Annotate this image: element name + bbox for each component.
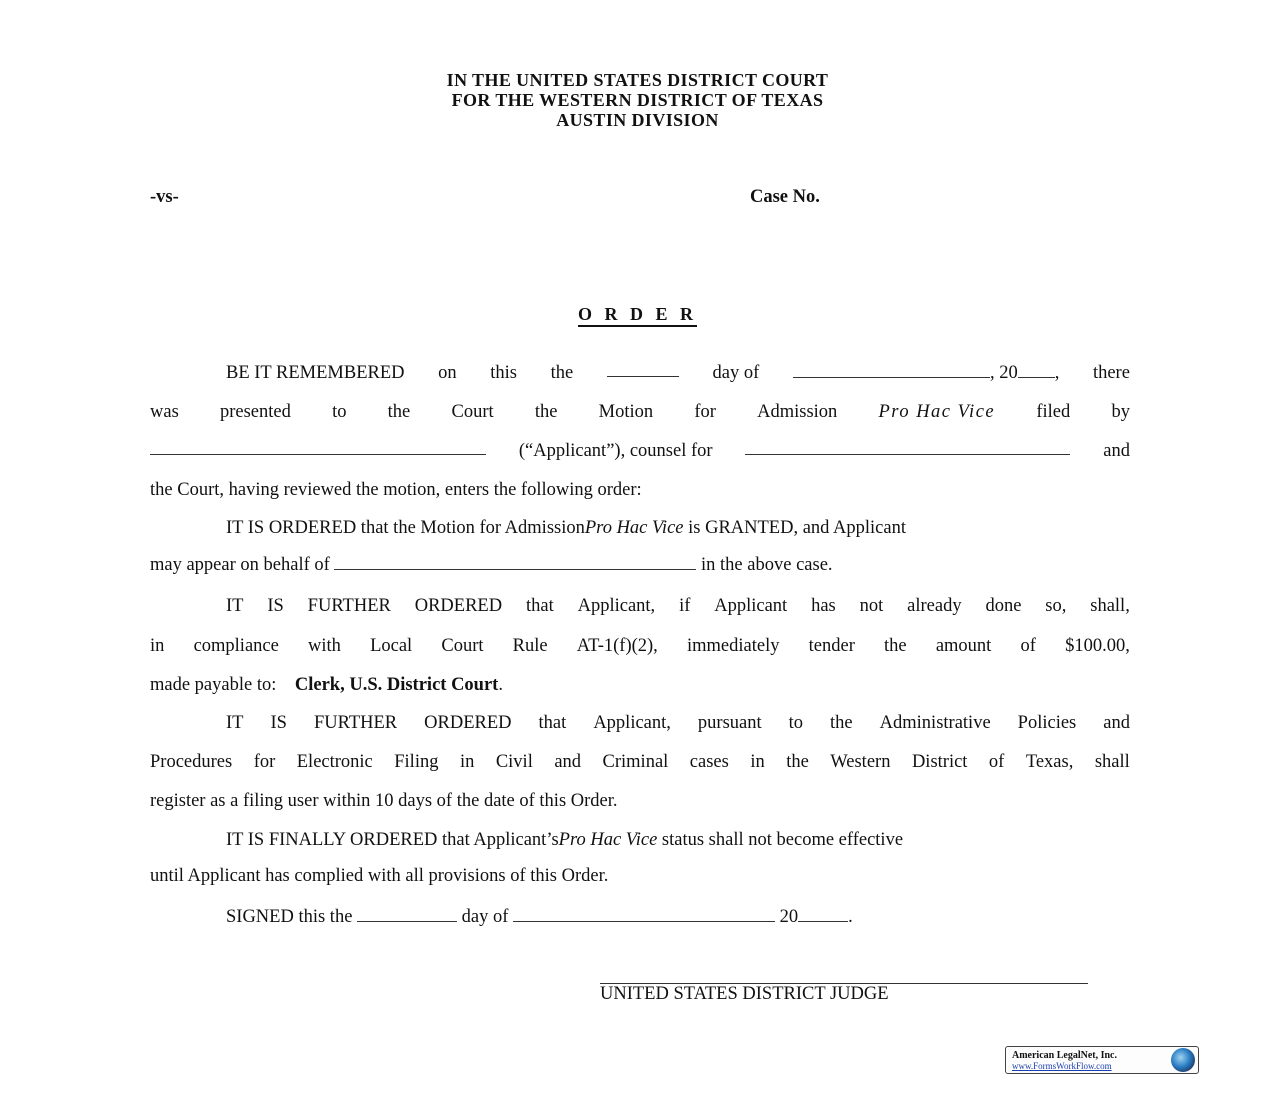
text: IT IS FINALLY ORDERED that Applicant’s — [226, 830, 559, 850]
order-title — [0, 304, 1275, 325]
versus-label: -vs- — [150, 187, 179, 207]
month-year-group — [793, 361, 1059, 385]
month-blank[interactable] — [793, 362, 990, 378]
case-number-label: Case No. — [750, 187, 820, 207]
text: done — [985, 596, 1022, 616]
text: already — [907, 596, 962, 616]
text: this — [490, 363, 518, 383]
text: for — [253, 752, 276, 772]
text: Administrative — [879, 713, 991, 733]
text: Applicant — [714, 596, 788, 616]
signed-year-blank[interactable] — [798, 906, 848, 922]
text: in — [150, 636, 165, 656]
text: Rule — [512, 636, 548, 656]
text: Procedures — [150, 752, 233, 772]
text: compliance — [193, 636, 279, 656]
text: Electronic — [296, 752, 373, 772]
court-division: AUSTIN DIVISION — [556, 110, 719, 130]
para1-line4: the Court, having reviewed the motion, enters the following order: — [150, 480, 642, 500]
text: by — [1111, 402, 1130, 422]
text: the — [550, 363, 574, 383]
text: in — [459, 752, 475, 772]
para5-line1 — [150, 828, 1130, 852]
para1-line1 — [150, 361, 1130, 385]
text: the — [830, 713, 853, 733]
text: Filing — [394, 752, 439, 772]
text: and — [1103, 713, 1130, 733]
text: FURTHER — [313, 713, 398, 733]
signed-line — [150, 905, 1130, 929]
text: for — [694, 402, 716, 422]
text: in — [750, 752, 765, 772]
text: and — [1103, 441, 1130, 461]
text: 20 — [779, 907, 799, 927]
text: (“Applicant”), counsel for — [518, 441, 713, 461]
text: pursuant — [697, 713, 762, 733]
text: ORDERED — [414, 596, 503, 616]
text: with — [308, 636, 341, 656]
text: filed — [1036, 402, 1071, 422]
text: Court — [441, 636, 484, 656]
text: the — [786, 752, 809, 772]
text: Western — [830, 752, 891, 772]
text: IT — [226, 596, 244, 616]
text: IS — [267, 596, 284, 616]
text: to — [332, 402, 347, 422]
text: Criminal — [602, 752, 669, 772]
signature-label: UNITED STATES DISTRICT JUDGE — [600, 984, 889, 1004]
para5-line2: until Applicant has complied with all provisions of this Order. — [150, 866, 609, 886]
para2-line2 — [150, 553, 1130, 577]
text: BE IT REMEMBERED — [226, 363, 405, 383]
text: , 20 — [989, 363, 1018, 383]
year-blank[interactable] — [1018, 362, 1055, 378]
text: and — [554, 752, 582, 772]
signed-month-blank[interactable] — [513, 906, 775, 922]
text: may appear on behalf of — [150, 555, 330, 575]
text: that — [538, 713, 567, 733]
text: SIGNED this the — [226, 907, 353, 927]
text: so, — [1045, 596, 1067, 616]
court-header — [300, 70, 975, 130]
text: Applicant, — [577, 596, 656, 616]
text: Court — [451, 402, 494, 422]
text: was — [150, 402, 179, 422]
text: . — [848, 907, 853, 927]
text: Civil — [495, 752, 533, 772]
text: AT-1(f)(2), — [576, 636, 658, 656]
text: in the above case. — [701, 555, 833, 575]
text: if — [679, 596, 691, 616]
text: day of — [712, 363, 760, 383]
text: Texas, — [1025, 752, 1074, 772]
client-name-blank[interactable] — [745, 439, 1070, 455]
text: is GRANTED, and Applicant — [688, 518, 906, 538]
text: amount — [935, 636, 992, 656]
text: ORDERED — [424, 713, 512, 733]
text: the — [534, 402, 558, 422]
logo-url-link[interactable]: www.FormsWorkFlow.com — [1012, 1061, 1112, 1071]
text: status shall not become effective — [661, 830, 904, 850]
court-district: FOR THE WESTERN DISTRICT OF TEXAS — [451, 90, 824, 110]
pro-hac-vice-italic: Pro Hac Vice — [878, 402, 996, 422]
para3-line1 — [150, 594, 1130, 618]
text: Applicant, — [593, 713, 671, 733]
behalf-of-blank[interactable] — [334, 554, 696, 570]
para2-line1 — [150, 516, 1130, 540]
text: has — [811, 596, 836, 616]
text: day of — [461, 907, 509, 927]
text: immediately — [686, 636, 780, 656]
text: IT IS ORDERED that the Motion for Admission — [226, 518, 585, 538]
text: made payable to: — [150, 675, 277, 695]
globe-icon — [1171, 1048, 1195, 1072]
court-name: IN THE UNITED STATES DISTRICT COURT — [446, 70, 829, 90]
para3-line2 — [150, 634, 1130, 658]
text: Local — [370, 636, 413, 656]
text: tender — [808, 636, 855, 656]
text: IT — [226, 713, 244, 733]
text: of — [1020, 636, 1036, 656]
text: shall — [1094, 752, 1130, 772]
american-legalnet-logo[interactable] — [1005, 1046, 1199, 1074]
text: on — [438, 363, 457, 383]
para4-line1 — [150, 711, 1130, 735]
applicant-name-blank[interactable] — [150, 439, 486, 455]
text: , — [1054, 363, 1060, 383]
pro-hac-vice-italic: Pro Hac Vice — [558, 830, 658, 850]
text: that — [525, 596, 554, 616]
para3-line3 — [150, 673, 1130, 697]
text: . — [498, 675, 503, 695]
text: District — [911, 752, 968, 772]
para1-line2 — [150, 400, 1130, 424]
para1-line3 — [150, 439, 1130, 463]
text: Motion — [598, 402, 654, 422]
text: FURTHER — [307, 596, 391, 616]
text: not — [859, 596, 884, 616]
text: there — [1092, 363, 1130, 383]
text: to — [788, 713, 804, 733]
text: IS — [270, 713, 287, 733]
logo-company-name: American LegalNet, Inc. — [1012, 1050, 1117, 1061]
text: Policies — [1017, 713, 1077, 733]
text: shall, — [1090, 596, 1130, 616]
day-blank[interactable] — [607, 361, 679, 377]
text: the — [387, 402, 411, 422]
payee-name: Clerk, U.S. District Court — [294, 675, 499, 695]
text: Admission — [757, 402, 838, 422]
signed-day-blank[interactable] — [357, 906, 457, 922]
text: presented — [219, 402, 291, 422]
pro-hac-vice-italic: Pro Hac Vice — [584, 518, 684, 538]
text: $100.00, — [1065, 636, 1130, 656]
para4-line3: register as a filing user within 10 days of the date of this Order. — [150, 791, 618, 811]
text: the — [884, 636, 907, 656]
text: cases — [689, 752, 729, 772]
order-title-text: O R D E R — [578, 304, 697, 327]
text: of — [988, 752, 1005, 772]
para4-line2 — [150, 750, 1130, 774]
